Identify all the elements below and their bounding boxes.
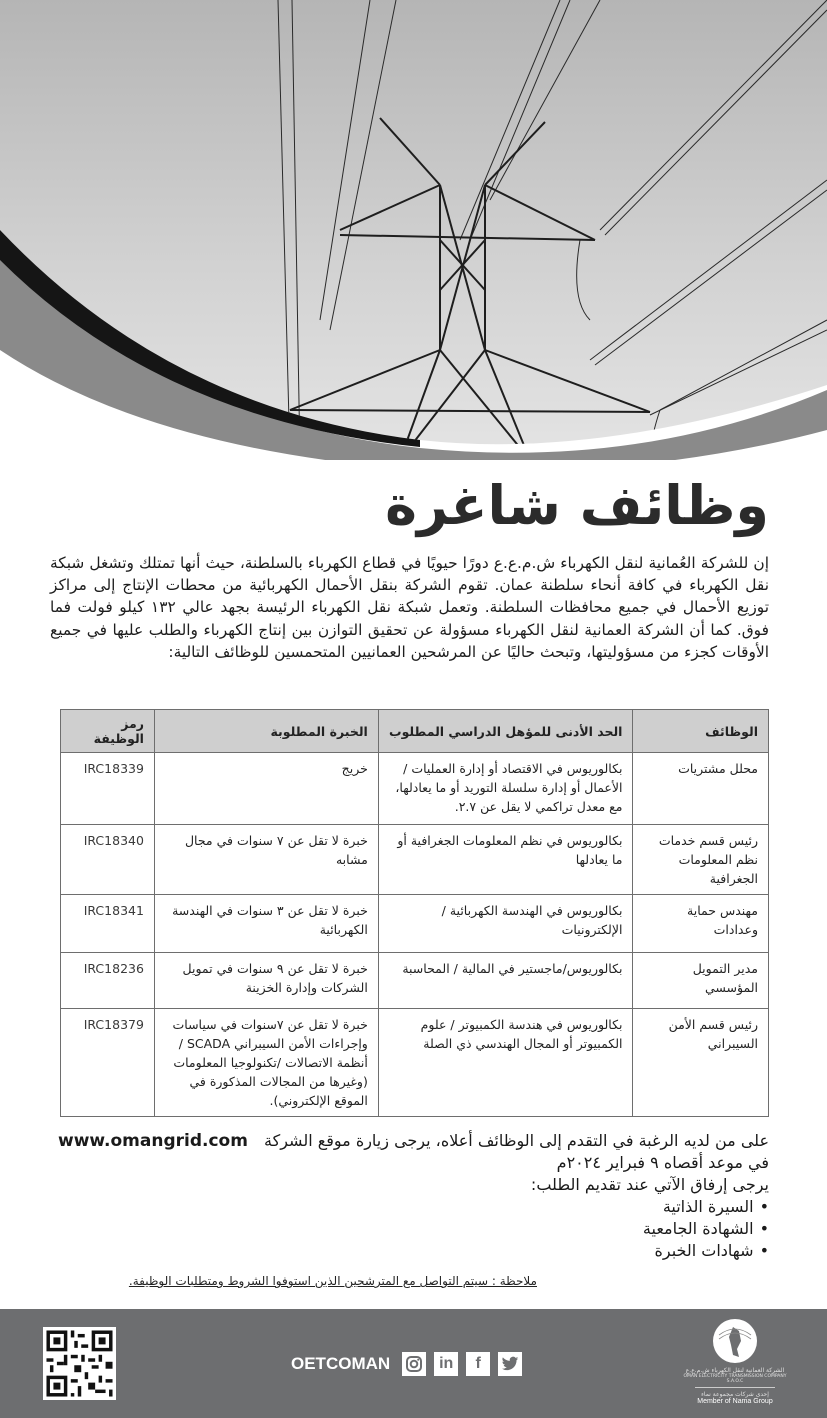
logo-member-en: Member of Nama Group xyxy=(697,1398,773,1405)
footer-bar xyxy=(0,1309,827,1418)
job-experience: خبرة لا تقل عن ٧ سنوات في مجال مشابه xyxy=(154,825,378,895)
job-experience: خبرة لا تقل عن ٩ سنوات في تمويل الشركات وإدارة الخزينة xyxy=(154,953,378,1009)
job-code: IRC18340 xyxy=(61,825,155,895)
logo-name-ar: الشركة العمانية لنقل الكهرباء ش.م.ع.ع xyxy=(685,1367,785,1374)
header-job: الوظائف xyxy=(633,710,769,753)
list-item: • الشهادة الجامعية xyxy=(50,1218,769,1240)
twitter-icon[interactable] xyxy=(498,1352,522,1376)
job-title: رئيس قسم خدمات نظم المعلومات الجغرافية xyxy=(633,825,769,895)
job-title: مهندس حماية وعدادات xyxy=(633,895,769,953)
job-title: رئيس قسم الأمن السيبراني xyxy=(633,1009,769,1117)
jobs-table xyxy=(60,709,769,1117)
list-item: • السيرة الذاتية xyxy=(50,1196,769,1218)
hero-image xyxy=(0,0,827,460)
job-education: بكالوريوس في نظم المعلومات الجغرافية أو ما يعادلها xyxy=(378,825,633,895)
intro-paragraph: إن للشركة العُمانية لنقل الكهرباء ش.م.ع.ع دورًا حيويًا في قطاع الكهرباء بالسلطنة، حيث أنها تمتلك وتشغل شبكة نقل الكهرباء في كافة أنحاء سلطنة عمان. تقوم الشركة بنقل الأحمال الكهربائية من محطات الإنتاج إلى مراكز توزيع الأحمال في جميع محافظات السلطنة. وتعمل شبكة نقل الكهرباء الرئيسة بجهد عالي ١٣٢ كيلو فولت فما فوق. كما أن الشركة العمانية لنقل الكهرباء مسؤولة عن تحقيق التوازن بين إنتاج الكهرباء والطلب عليها في جميع الأوقات كجزء من مسؤوليتها، وتبحث حاليًا عن المرشحين العمانيين المتحمسين للوظائف التالية: xyxy=(50,554,770,661)
logo-member-ar: إحدى شركات مجموعة نماء xyxy=(701,1391,769,1398)
job-code: IRC18236 xyxy=(61,953,155,1009)
table-row xyxy=(61,895,769,953)
page-title: وظائف شاغرة xyxy=(385,474,769,537)
job-code: IRC18379 xyxy=(61,1009,155,1117)
job-code: IRC18339 xyxy=(61,753,155,825)
job-experience: خبرة لا تقل عن ٣ سنوات في الهندسة الكهربائية xyxy=(154,895,378,953)
list-item: • شهادات الخبرة xyxy=(50,1240,769,1262)
job-education: بكالوريوس/ماجستير في المالية / المحاسبة xyxy=(378,953,633,1009)
apply-line-visit: على من لديه الرغبة في التقدم إلى الوظائف أعلاه، يرجى زيارة موقع الشركة xyxy=(264,1131,769,1150)
qr-code-icon xyxy=(43,1327,116,1400)
logo-divider xyxy=(695,1387,775,1388)
note-text: ملاحظة : سيتم التواصل مع المترشحين الذين استوفوا الشروط ومتطلبات الوظيفة. xyxy=(128,1274,537,1288)
table-row xyxy=(61,753,769,825)
application-instructions xyxy=(50,1130,769,1262)
header-code: رمز الوظيفة xyxy=(61,710,155,753)
job-experience: خريج xyxy=(154,753,378,825)
instagram-icon[interactable] xyxy=(402,1352,426,1376)
job-title: مدير التمويل المؤسسي xyxy=(633,953,769,1009)
table-header-row xyxy=(61,710,769,753)
job-code: IRC18341 xyxy=(61,895,155,953)
attachments-list xyxy=(50,1196,769,1262)
apply-deadline: في موعد أقصاه ٩ فبراير ٢٠٢٤م xyxy=(556,1153,769,1172)
facebook-icon[interactable]: f xyxy=(466,1352,490,1376)
job-title: محلل مشتريات xyxy=(633,753,769,825)
table-row xyxy=(61,953,769,1009)
header-education: الحد الأدنى للمؤهل الدراسي المطلوب xyxy=(378,710,633,753)
job-education: بكالوريوس في الهندسة الكهربائية / الإلكترونيات xyxy=(378,895,633,953)
job-education: بكالوريوس في الاقتصاد أو إدارة العمليات /الأعمال أو إدارة سلسلة التوريد أو ما يعادلها، مع معدل تراكمي لا يقل عن ٢.٧. xyxy=(378,753,633,825)
social-links xyxy=(291,1352,522,1376)
company-logo xyxy=(680,1319,790,1414)
linkedin-icon[interactable]: in xyxy=(434,1352,458,1376)
table-row xyxy=(61,825,769,895)
social-handle: OETCOMAN xyxy=(291,1354,391,1373)
apply-attach-heading: يرجى إرفاق الآتي عند تقديم الطلب: xyxy=(530,1175,769,1194)
job-experience: خبرة لا تقل عن ٧سنوات في سياسات وإجراءات الأمن السيبراني SCADA /أنظمة الاتصالات /تكنولوجيا المعلومات (وغيرها من المجالات المذكورة في الموقع الإلكتروني). xyxy=(154,1009,378,1117)
website-link[interactable]: www.omangrid.com xyxy=(58,1131,248,1151)
transmission-tower-photo xyxy=(0,0,827,460)
table-row xyxy=(61,1009,769,1117)
logo-name-en: OMAN ELECTRICITY TRANSMISSION COMPANY S.A.O.C xyxy=(683,1374,787,1384)
qr-code[interactable] xyxy=(43,1327,116,1400)
job-education: بكالوريوس في هندسة الكمبيوتر / علوم الكمبيوتر أو المجال الهندسي ذي الصلة xyxy=(378,1009,633,1117)
logo-seal-icon xyxy=(713,1319,757,1363)
header-experience: الخبرة المطلوبة xyxy=(154,710,378,753)
